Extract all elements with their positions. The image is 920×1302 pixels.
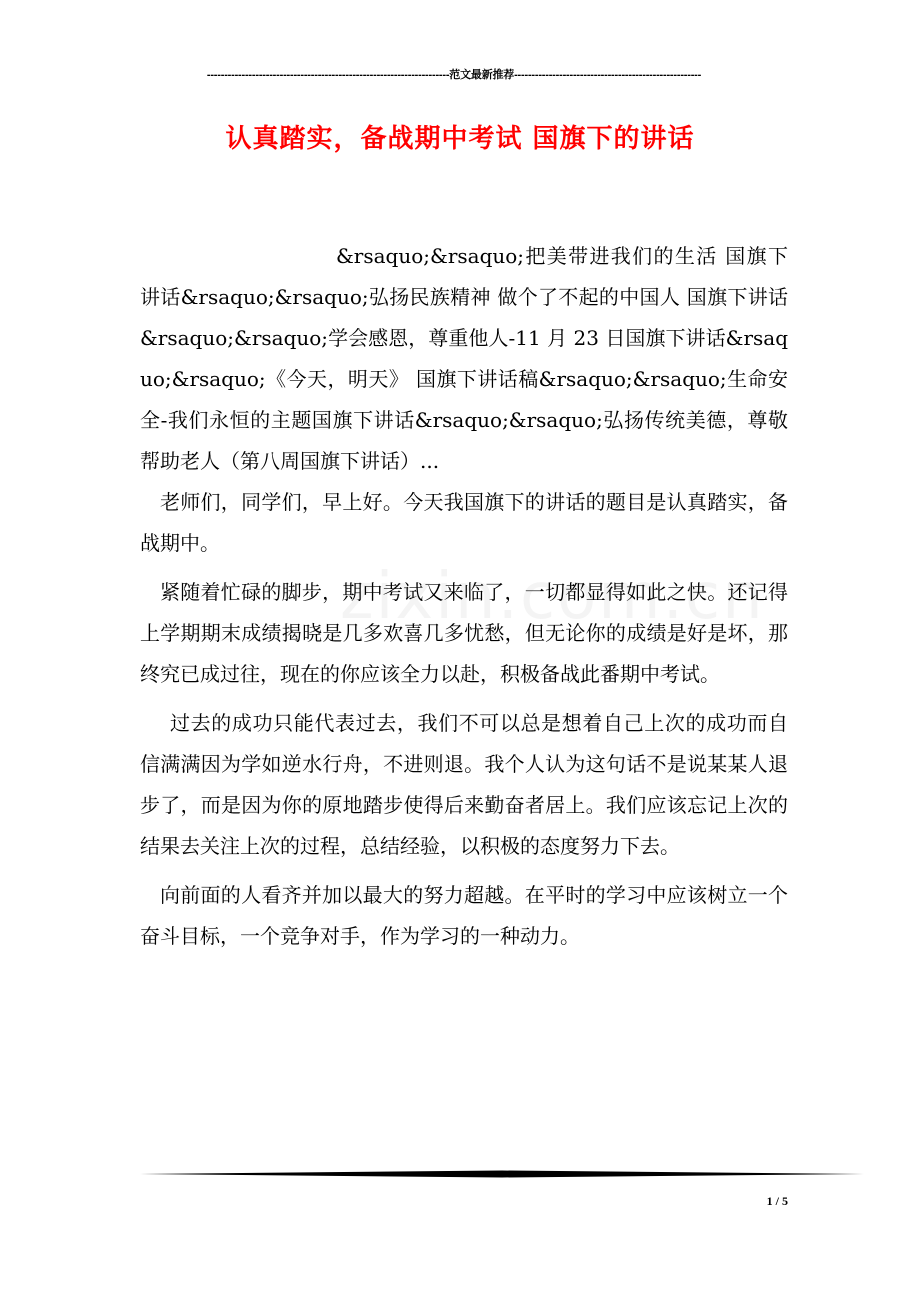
document-title: 认真踏实，备战期中考试 国旗下的讲话 (225, 124, 695, 154)
footer-rule-stroke (140, 1171, 864, 1178)
body-paragraph: 过去的成功只能代表过去，我们不可以总是想着自己上次的成功而自信满满因为学如逆水行舟，不进则退。我个人认为这句话不是说某某人退步了，而是因为你的原地踏步使得后来勤奋者居上。我们应该忘记上次的结果去关注上次的过程，总结经验，以积极的态度努力下去。 (140, 711, 788, 858)
document-body (140, 236, 788, 965)
greeting-paragraph: 老师们，同学们，早上好。今天我国旗下的讲话的题目是认真踏实，备战期中。 (140, 490, 788, 555)
body-paragraph: 向前面的人看齐并加以最大的努力超越。在平时的学习中应该树立一个奋斗目标，一个竞争对手，作为学习的一种动力。 (140, 883, 788, 948)
body-paragraph: 紧随着忙碌的脚步，期中考试又来临了，一切都显得如此之快。还记得上学期期末成绩揭晓是几多欢喜几多忧愁，但无论你的成绩是好是坏，那终究已成过往，现在的你应该全力以赴，积极备战此番期中考试。 (140, 580, 788, 686)
related-links-paragraph: &rsaquo;&rsaquo;把美带进我们的生活 国旗下讲话&rsaquo;&rsaquo;弘扬民族精神 做个了不起的中国人 国旗下讲话&rsaquo;&rsaquo;学会感恩，尊重他人-11 月 23 日国旗下讲话&rsaquo;&rsaquo;《今天，明天》 国旗下讲话稿&rsaquo;&rsaquo;生命安全-我们永恒的主题国旗下讲话&rsaquo;&rsaquo;弘扬传统美德，尊敬帮助老人（第八周国旗下讲话）... (140, 244, 788, 473)
footer-rule (140, 1170, 864, 1178)
header-banner: ----------------------------------------------------------------------范文最新推荐------------------------------------------------------ (206, 69, 702, 81)
page-number: 1 / 5 (766, 1194, 788, 1208)
